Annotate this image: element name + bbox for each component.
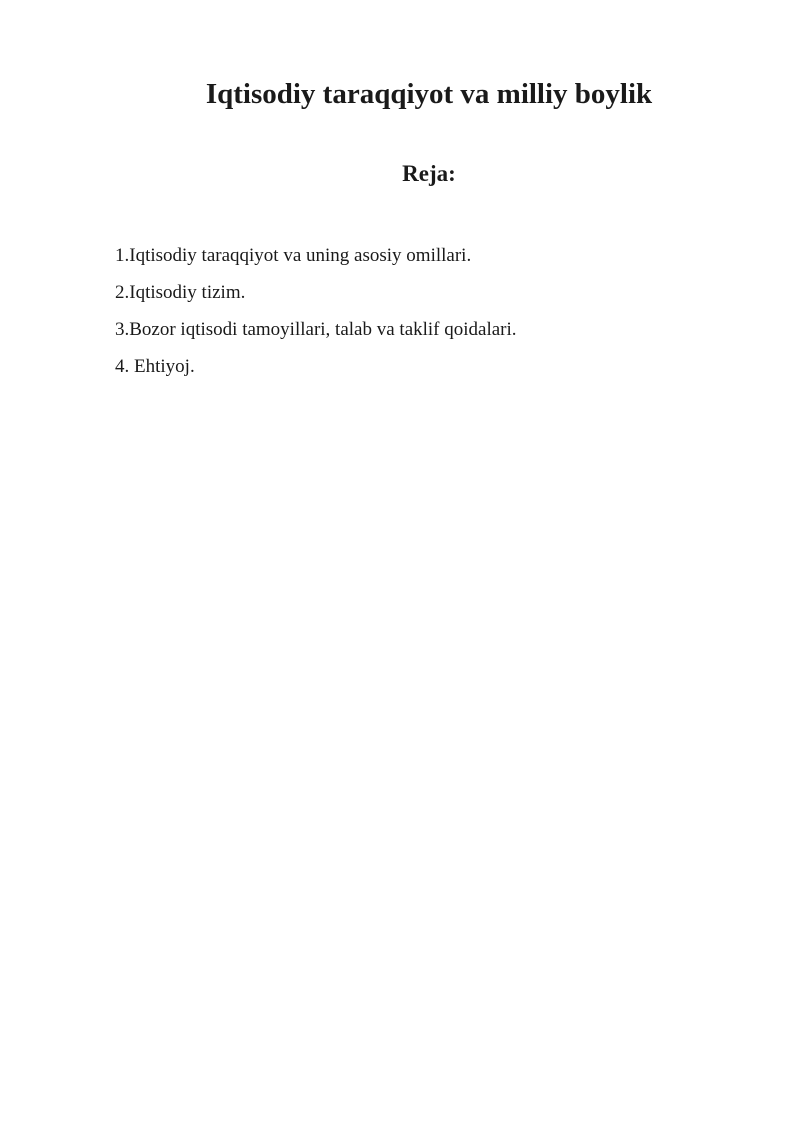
plan-item: 1.Iqtisodiy taraqqiyot va uning asosiy omillari. [115, 245, 472, 266]
document-title: Iqtisodiy taraqqiyot va milliy boylik [205, 78, 653, 110]
plan-item: 4. Ehtiyoj. [115, 356, 195, 377]
plan-heading: Reja: [402, 161, 456, 186]
plan-item: 3.Bozor iqtisodi tamoyillari, talab va taklif qoidalari. [115, 319, 517, 340]
plan-list [115, 242, 517, 390]
plan-item: 2.Iqtisodiy tizim. [115, 282, 246, 303]
